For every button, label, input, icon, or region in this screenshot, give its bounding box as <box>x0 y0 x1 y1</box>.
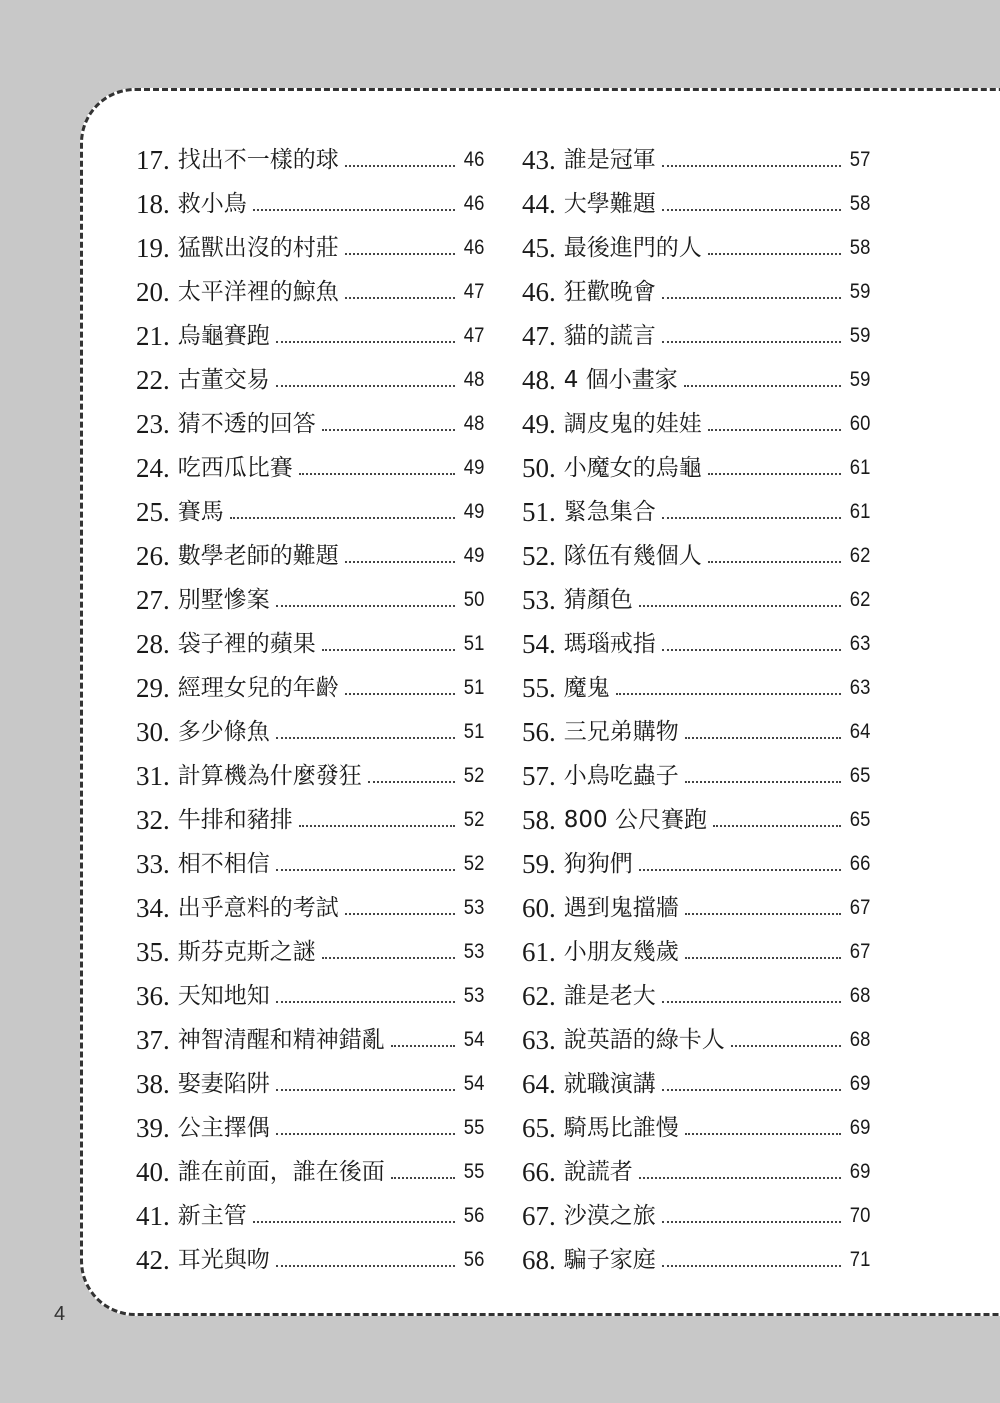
dot-leader <box>708 253 841 255</box>
entry-number: 24. <box>136 453 170 483</box>
dot-leader <box>685 913 841 915</box>
entry-page: 52 <box>463 852 484 875</box>
entry-number: 44. <box>522 189 556 219</box>
entry-title: 大學難題 <box>563 191 656 217</box>
entry-page: 59 <box>849 280 870 303</box>
entry-title: 最後進門的人 <box>563 235 702 261</box>
entry-number: 55. <box>522 673 556 703</box>
entry-title: 4 個小畫家 <box>563 367 678 393</box>
dot-leader <box>639 869 841 871</box>
toc-entry[interactable] <box>136 882 484 926</box>
toc-entry[interactable] <box>522 970 870 1014</box>
entry-number: 62. <box>522 981 556 1011</box>
toc-entry[interactable] <box>522 750 870 794</box>
toc-entry[interactable] <box>136 970 484 1014</box>
toc-entry[interactable] <box>136 838 484 882</box>
entry-title: 賽馬 <box>177 499 224 525</box>
toc-entry[interactable] <box>136 398 484 442</box>
entry-page: 55 <box>463 1116 484 1139</box>
dot-leader <box>391 1045 455 1047</box>
toc-entry[interactable] <box>522 926 870 970</box>
entry-page: 67 <box>849 896 870 919</box>
toc-entry[interactable] <box>136 618 484 662</box>
dot-leader <box>276 1133 455 1135</box>
entry-title: 遇到鬼擋牆 <box>563 895 679 921</box>
dot-leader <box>662 649 841 651</box>
entry-title: 出乎意料的考試 <box>177 895 339 921</box>
entry-number: 30. <box>136 717 170 747</box>
entry-number: 17. <box>136 145 170 175</box>
entry-title: 別墅慘案 <box>177 587 270 613</box>
toc-entry[interactable] <box>522 222 870 266</box>
dot-leader <box>662 165 841 167</box>
entry-number: 48. <box>522 365 556 395</box>
toc-entry[interactable] <box>522 618 870 662</box>
entry-number: 29. <box>136 673 170 703</box>
entry-number: 53. <box>522 585 556 615</box>
dot-leader <box>639 605 841 607</box>
entry-page: 65 <box>849 764 870 787</box>
entry-number: 54. <box>522 629 556 659</box>
entry-title: 調皮鬼的娃娃 <box>563 411 702 437</box>
entry-title: 烏龜賽跑 <box>177 323 270 349</box>
entry-page: 49 <box>463 500 484 523</box>
entry-number: 47. <box>522 321 556 351</box>
dot-leader <box>276 1265 455 1267</box>
entry-number: 37. <box>136 1025 170 1055</box>
toc-entry[interactable] <box>136 178 484 222</box>
toc-entry[interactable] <box>522 530 870 574</box>
entry-page: 53 <box>463 940 484 963</box>
toc-entry[interactable] <box>522 882 870 926</box>
dot-leader <box>708 561 841 563</box>
entry-number: 23. <box>136 409 170 439</box>
entry-page: 56 <box>463 1248 484 1271</box>
entry-page: 47 <box>463 324 484 347</box>
entry-number: 43. <box>522 145 556 175</box>
toc-entry[interactable] <box>136 442 484 486</box>
toc-entry[interactable] <box>522 442 870 486</box>
toc-entry[interactable] <box>522 1058 870 1102</box>
entry-number: 34. <box>136 893 170 923</box>
entry-number: 22. <box>136 365 170 395</box>
dot-leader <box>230 517 455 519</box>
entry-title: 耳光與吻 <box>177 1247 270 1273</box>
entry-title: 貓的謊言 <box>563 323 656 349</box>
toc-entry[interactable] <box>136 134 484 178</box>
toc-entry[interactable] <box>522 1234 870 1278</box>
toc-entry[interactable] <box>136 222 484 266</box>
entry-title: 800 公尺賽跑 <box>563 807 707 833</box>
entry-page: 66 <box>849 852 870 875</box>
dot-leader <box>253 1221 455 1223</box>
entry-number: 45. <box>522 233 556 263</box>
entry-page: 62 <box>849 544 870 567</box>
entry-title: 袋子裡的蘋果 <box>177 631 316 657</box>
dot-leader <box>345 253 455 255</box>
dot-leader <box>322 429 455 431</box>
dot-leader <box>391 1177 455 1179</box>
entry-title: 猜不透的回答 <box>177 411 316 437</box>
dot-leader <box>345 561 455 563</box>
entry-page: 48 <box>463 368 484 391</box>
entry-number: 42. <box>136 1245 170 1275</box>
dot-leader <box>685 1133 841 1135</box>
entry-title: 多少條魚 <box>177 719 270 745</box>
entry-number: 66. <box>522 1157 556 1187</box>
entry-number: 67. <box>522 1201 556 1231</box>
toc-entry[interactable] <box>136 662 484 706</box>
toc-entry[interactable] <box>136 310 484 354</box>
toc-entry[interactable] <box>136 706 484 750</box>
toc-entry[interactable] <box>136 750 484 794</box>
dot-leader <box>345 165 455 167</box>
entry-number: 58. <box>522 805 556 835</box>
dot-leader <box>276 1001 455 1003</box>
entry-title: 說謊者 <box>563 1159 633 1185</box>
entry-page: 61 <box>849 456 870 479</box>
dot-leader <box>276 869 455 871</box>
entry-title: 經理女兒的年齡 <box>177 675 339 701</box>
dot-leader <box>685 781 841 783</box>
entry-number: 28. <box>136 629 170 659</box>
dot-leader <box>299 825 455 827</box>
toc-entry[interactable] <box>522 354 870 398</box>
entry-title: 誰是老大 <box>563 983 656 1009</box>
toc-entry[interactable] <box>522 1146 870 1190</box>
toc-entry[interactable] <box>136 794 484 838</box>
toc-entry[interactable] <box>136 1146 484 1190</box>
entry-page: 65 <box>849 808 870 831</box>
toc-entry[interactable] <box>522 706 870 750</box>
entry-page: 48 <box>463 412 484 435</box>
dot-leader <box>345 297 455 299</box>
toc-entry[interactable] <box>522 1190 870 1234</box>
toc-column-right <box>522 134 870 1278</box>
entry-number: 18. <box>136 189 170 219</box>
entry-number: 25. <box>136 497 170 527</box>
toc-entry[interactable] <box>136 1234 484 1278</box>
dot-leader <box>662 297 841 299</box>
dot-leader <box>662 1089 841 1091</box>
entry-title: 沙漠之旅 <box>563 1203 656 1229</box>
entry-number: 63. <box>522 1025 556 1055</box>
entry-number: 49. <box>522 409 556 439</box>
entry-title: 瑪瑙戒指 <box>563 631 656 657</box>
entry-number: 60. <box>522 893 556 923</box>
entry-title: 計算機為什麼發狂 <box>177 763 362 789</box>
entry-page: 58 <box>849 192 870 215</box>
entry-page: 52 <box>463 808 484 831</box>
entry-page: 69 <box>849 1160 870 1183</box>
entry-number: 46. <box>522 277 556 307</box>
entry-page: 51 <box>463 720 484 743</box>
entry-number: 41. <box>136 1201 170 1231</box>
toc-entry[interactable] <box>522 398 870 442</box>
dot-leader <box>276 341 455 343</box>
entry-page: 68 <box>849 984 870 1007</box>
entry-page: 53 <box>463 896 484 919</box>
entry-number: 19. <box>136 233 170 263</box>
dot-leader <box>662 1001 841 1003</box>
entry-page: 67 <box>849 940 870 963</box>
entry-title: 誰在前面，誰在後面 <box>177 1159 385 1185</box>
entry-number: 35. <box>136 937 170 967</box>
toc-entry[interactable] <box>136 266 484 310</box>
dot-leader <box>253 209 455 211</box>
dot-leader <box>662 1221 841 1223</box>
entry-title: 公主擇偶 <box>177 1115 270 1141</box>
entry-page: 69 <box>849 1116 870 1139</box>
entry-number: 59. <box>522 849 556 879</box>
entry-page: 59 <box>849 324 870 347</box>
entry-title: 狗狗們 <box>563 851 633 877</box>
entry-page: 57 <box>849 148 870 171</box>
entry-number: 56. <box>522 717 556 747</box>
entry-page: 46 <box>463 148 484 171</box>
entry-number: 32. <box>136 805 170 835</box>
entry-number: 52. <box>522 541 556 571</box>
dot-leader <box>662 341 841 343</box>
toc-entry[interactable] <box>522 838 870 882</box>
entry-page: 54 <box>463 1072 484 1095</box>
entry-title: 騙子家庭 <box>563 1247 656 1273</box>
entry-title: 魔鬼 <box>563 675 610 701</box>
entry-number: 39. <box>136 1113 170 1143</box>
entry-page: 59 <box>849 368 870 391</box>
toc-entry[interactable] <box>522 134 870 178</box>
dot-leader <box>708 473 841 475</box>
entry-number: 31. <box>136 761 170 791</box>
entry-page: 50 <box>463 588 484 611</box>
entry-title: 三兄弟購物 <box>563 719 679 745</box>
toc-entry[interactable] <box>522 794 870 838</box>
entry-page: 51 <box>463 632 484 655</box>
toc-column-left <box>136 134 484 1278</box>
entry-page: 62 <box>849 588 870 611</box>
entry-title: 吃西瓜比賽 <box>177 455 293 481</box>
entry-title: 誰是冠軍 <box>563 147 656 173</box>
entry-title: 牛排和豬排 <box>177 807 293 833</box>
entry-title: 說英語的綠卡人 <box>563 1027 725 1053</box>
entry-page: 52 <box>463 764 484 787</box>
entry-title: 小鳥吃蟲子 <box>563 763 679 789</box>
entry-page: 63 <box>849 632 870 655</box>
entry-number: 27. <box>136 585 170 615</box>
entry-page: 56 <box>463 1204 484 1227</box>
entry-title: 小朋友幾歲 <box>563 939 679 965</box>
entry-number: 26. <box>136 541 170 571</box>
dot-leader <box>684 385 841 387</box>
entry-page: 68 <box>849 1028 870 1051</box>
entry-page: 61 <box>849 500 870 523</box>
entry-title: 就職演講 <box>563 1071 656 1097</box>
toc-entry[interactable] <box>136 486 484 530</box>
entry-page: 71 <box>849 1248 870 1271</box>
entry-number: 57. <box>522 761 556 791</box>
entry-title: 天知地知 <box>177 983 270 1009</box>
entry-title: 數學老師的難題 <box>177 543 339 569</box>
entry-page: 46 <box>463 236 484 259</box>
toc-entry[interactable] <box>522 310 870 354</box>
entry-number: 21. <box>136 321 170 351</box>
toc-entry[interactable] <box>522 486 870 530</box>
entry-number: 68. <box>522 1245 556 1275</box>
entry-title: 斯芬克斯之謎 <box>177 939 316 965</box>
entry-title: 娶妻陷阱 <box>177 1071 270 1097</box>
entry-title: 緊急集合 <box>563 499 656 525</box>
entry-title: 隊伍有幾個人 <box>563 543 702 569</box>
entry-number: 33. <box>136 849 170 879</box>
entry-page: 69 <box>849 1072 870 1095</box>
dot-leader <box>276 385 455 387</box>
dot-leader <box>731 1045 841 1047</box>
entry-page: 58 <box>849 236 870 259</box>
entry-number: 64. <box>522 1069 556 1099</box>
entry-title: 救小鳥 <box>177 191 247 217</box>
entry-number: 61. <box>522 937 556 967</box>
dot-leader <box>345 693 455 695</box>
entry-title: 狂歡晚會 <box>563 279 656 305</box>
dot-leader <box>276 737 455 739</box>
dot-leader <box>299 473 455 475</box>
dot-leader <box>276 1089 455 1091</box>
entry-number: 38. <box>136 1069 170 1099</box>
entry-number: 50. <box>522 453 556 483</box>
entry-page: 54 <box>463 1028 484 1051</box>
entry-page: 49 <box>463 456 484 479</box>
toc-entry[interactable] <box>522 662 870 706</box>
toc-entry[interactable] <box>136 1058 484 1102</box>
entry-page: 51 <box>463 676 484 699</box>
entry-page: 53 <box>463 984 484 1007</box>
entry-number: 40. <box>136 1157 170 1187</box>
entry-title: 猛獸出沒的村莊 <box>177 235 339 261</box>
dot-leader <box>345 913 455 915</box>
toc-entry[interactable] <box>136 1190 484 1234</box>
dot-leader <box>662 1265 841 1267</box>
dot-leader <box>708 429 841 431</box>
entry-title: 小魔女的烏龜 <box>563 455 702 481</box>
entry-number: 20. <box>136 277 170 307</box>
entry-page: 49 <box>463 544 484 567</box>
toc-entry[interactable] <box>522 266 870 310</box>
toc-entry[interactable] <box>522 574 870 618</box>
dot-leader <box>322 649 455 651</box>
entry-number: 51. <box>522 497 556 527</box>
dot-leader <box>713 825 841 827</box>
toc-entry[interactable] <box>136 1102 484 1146</box>
toc-entry[interactable] <box>522 1014 870 1058</box>
entry-title: 騎馬比誰慢 <box>563 1115 679 1141</box>
dot-leader <box>639 1177 841 1179</box>
entry-page: 70 <box>849 1204 870 1227</box>
entry-title: 神智清醒和精神錯亂 <box>177 1027 385 1053</box>
entry-page: 46 <box>463 192 484 215</box>
entry-page: 55 <box>463 1160 484 1183</box>
entry-page: 60 <box>849 412 870 435</box>
toc-entry[interactable] <box>136 926 484 970</box>
toc-entry[interactable] <box>136 1014 484 1058</box>
dot-leader <box>685 957 841 959</box>
toc-entry[interactable] <box>136 574 484 618</box>
page-number: 4 <box>54 1303 66 1325</box>
dot-leader <box>685 737 841 739</box>
entry-page: 47 <box>463 280 484 303</box>
toc-entry[interactable] <box>522 178 870 222</box>
entry-page: 63 <box>849 676 870 699</box>
dot-leader <box>616 693 841 695</box>
entry-title: 猜顏色 <box>563 587 633 613</box>
dot-leader <box>662 209 841 211</box>
toc-entry[interactable] <box>136 530 484 574</box>
entry-number: 65. <box>522 1113 556 1143</box>
entry-number: 36. <box>136 981 170 1011</box>
entry-title: 相不相信 <box>177 851 270 877</box>
entry-title: 太平洋裡的鯨魚 <box>177 279 339 305</box>
entry-title: 新主管 <box>177 1203 247 1229</box>
dot-leader <box>276 605 455 607</box>
toc-entry[interactable] <box>136 354 484 398</box>
entry-title: 找出不一樣的球 <box>177 147 339 173</box>
entry-title: 古董交易 <box>177 367 270 393</box>
dot-leader <box>322 957 455 959</box>
entry-page: 64 <box>849 720 870 743</box>
dot-leader <box>368 781 455 783</box>
dot-leader <box>662 517 841 519</box>
toc-entry[interactable] <box>522 1102 870 1146</box>
